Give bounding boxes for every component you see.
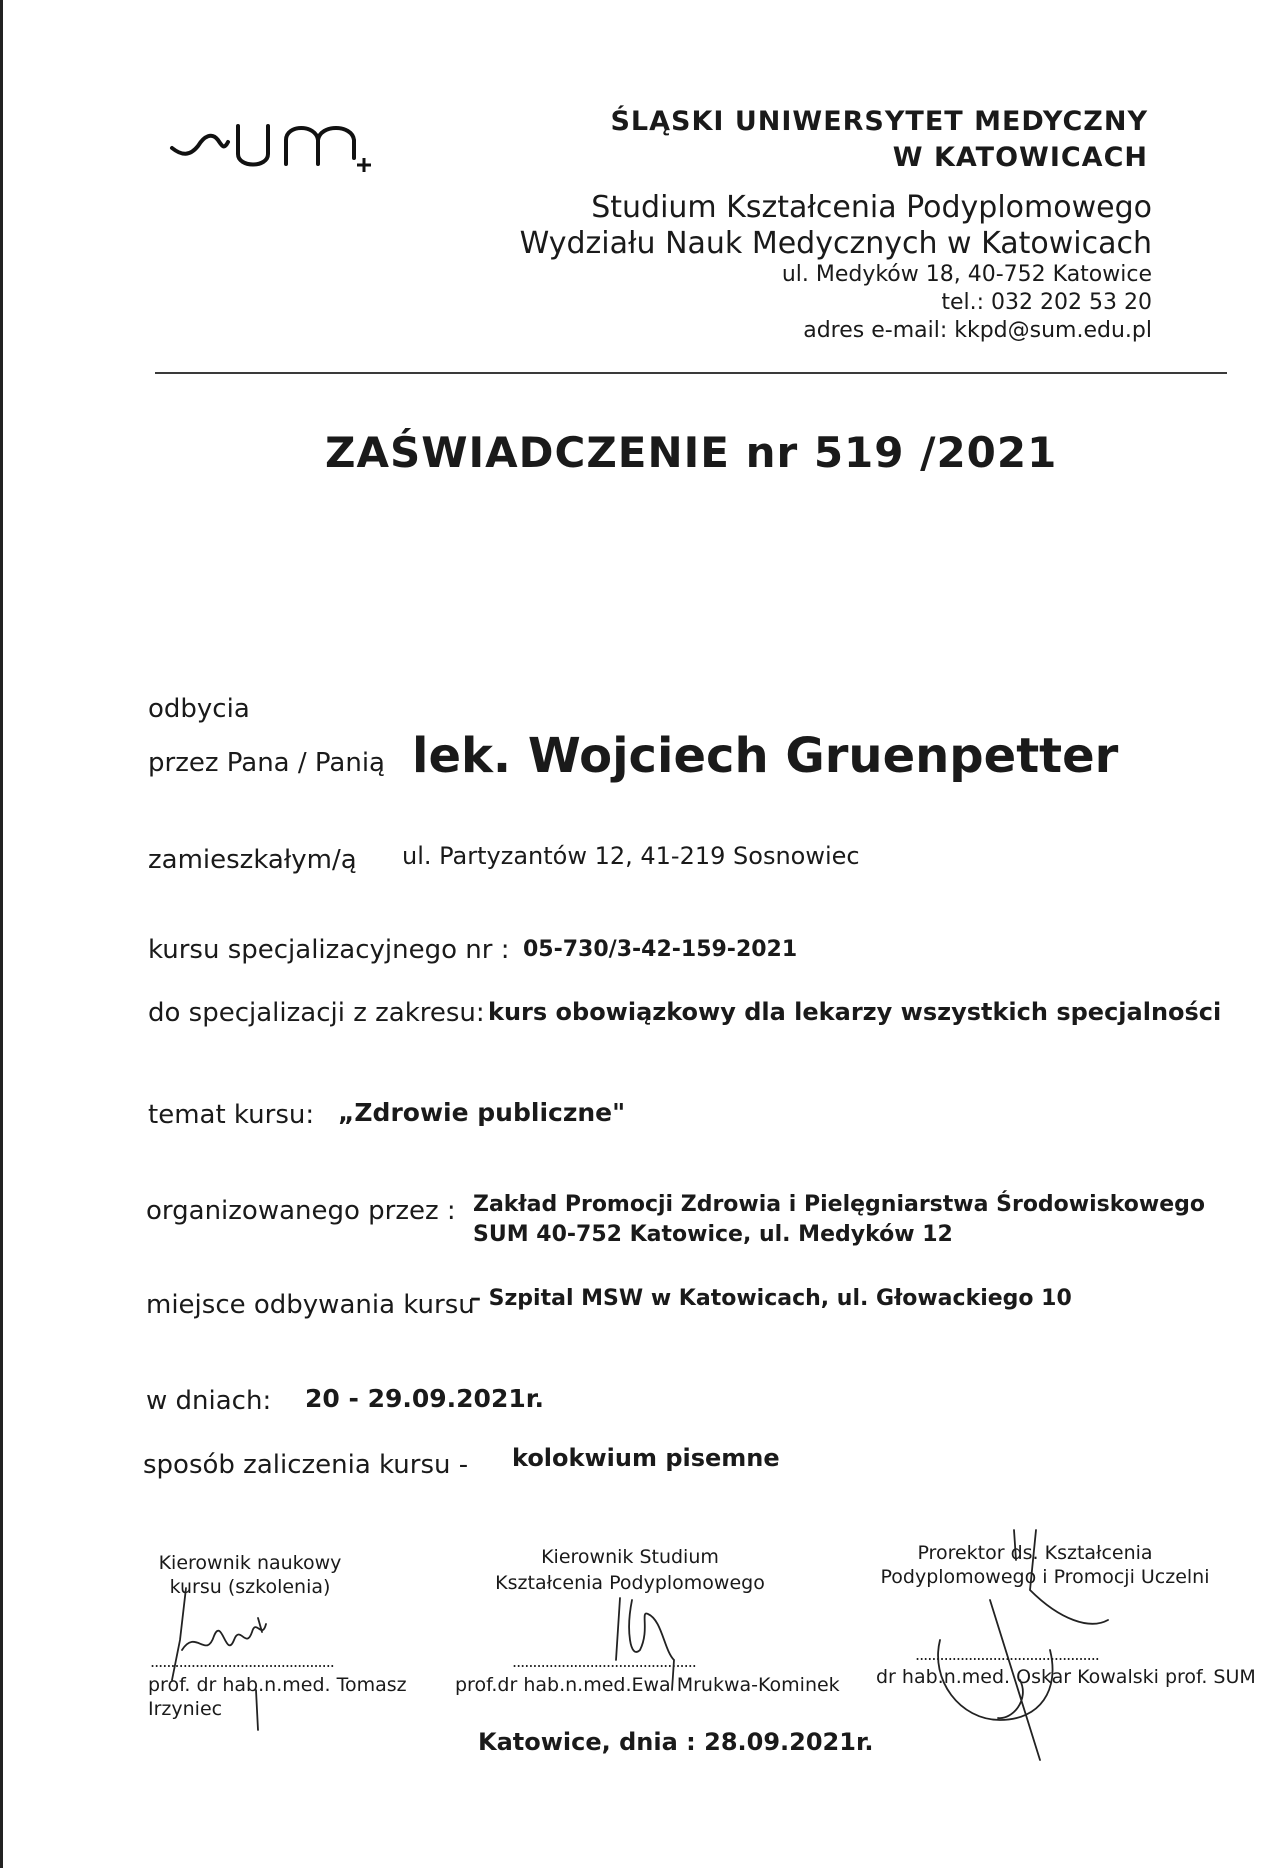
kurs-label: kursu specjalizacyjnego nr :	[148, 935, 510, 965]
miejsce-value: – Szpital MSW w Katowicach, ul. Głowackiego 10	[470, 1286, 1072, 1311]
dniach-label: w dniach:	[146, 1386, 272, 1416]
left-signature-line: .............................................	[150, 1652, 334, 1671]
zakres-value: kurs obowiązkowy dla lekarzy wszystkich specjalności	[488, 998, 1222, 1026]
right-signatory-name: dr hab.n.med. Oskar Kowalski prof. SUM	[876, 1666, 1256, 1688]
right-signature-line: .............................................	[915, 1645, 1099, 1664]
right-signatory-title1: Prorektor ds. Kształcenia	[917, 1542, 1153, 1564]
organizer-line2: SUM 40-752 Katowice, ul. Medyków 12	[473, 1222, 953, 1247]
dniach-value: 20 - 29.09.2021r.	[305, 1384, 544, 1413]
sum-logo-icon	[168, 118, 424, 180]
mid-signatory-title2: Kształcenia Podyplomowego	[495, 1572, 765, 1594]
right-signatory-title2: Podyplomowego i Promocji Uczelni	[880, 1566, 1210, 1588]
mid-signatory-title1: Kierownik Studium	[541, 1546, 719, 1568]
sposob-label: sposób zaliczenia kursu -	[143, 1450, 469, 1480]
miejsce-label: miejsce odbywania kursu	[146, 1290, 475, 1320]
zamieszkalym-label: zamieszkałym/ą	[148, 845, 357, 875]
zakres-label: do specjalizacji z zakresu:	[148, 998, 485, 1028]
left-signatory-name2: Irzyniec	[148, 1698, 223, 1720]
przez-label: przez Pana / Panią	[148, 748, 385, 778]
mid-signatory-name: prof.dr hab.n.med.Ewa Mrukwa-Kominek	[455, 1674, 840, 1696]
department-line1: Studium Kształcenia Podyplomowego	[591, 190, 1152, 225]
university-name-line1: ŚLĄSKI UNIWERSYTET MEDYCZNY	[610, 106, 1148, 137]
scan-edge	[0, 0, 3, 1868]
certificate-title: ZAŚWIADCZENIE nr 519 /2021	[325, 428, 1058, 477]
residence-address: ul. Partyzantów 12, 41-219 Sosnowiec	[402, 842, 860, 870]
person-name: lek. Wojciech Gruenpetter	[412, 728, 1119, 784]
university-name-line2: W KATOWICACH	[892, 142, 1148, 173]
kurs-number: 05-730/3-42-159-2021	[523, 937, 798, 962]
organizer-line1: Zakład Promocji Zdrowia i Pielęgniarstwa Środowiskowego	[473, 1192, 1206, 1217]
organizowanego-label: organizowanego przez :	[146, 1196, 456, 1226]
temat-value: „Zdrowie publiczne"	[338, 1098, 626, 1127]
department-line2: Wydziału Nauk Medycznych w Katowicach	[519, 226, 1152, 261]
address: ul. Medyków 18, 40-752 Katowice	[781, 262, 1152, 287]
phone: tel.: 032 202 53 20	[941, 290, 1152, 315]
header-divider	[155, 372, 1227, 374]
left-signatory-name1: prof. dr hab.n.med. Tomasz	[148, 1674, 407, 1696]
mid-signature-line: .............................................	[512, 1652, 696, 1671]
sposob-value: kolokwium pisemne	[512, 1444, 780, 1472]
odbycia-label: odbycia	[148, 694, 250, 724]
left-signatory-title2: kursu (szkolenia)	[169, 1576, 331, 1598]
temat-label: temat kursu:	[148, 1100, 315, 1130]
email: adres e-mail: kkpd@sum.edu.pl	[803, 318, 1152, 343]
place-and-date: Katowice, dnia : 28.09.2021r.	[478, 1728, 874, 1756]
left-signatory-title1: Kierownik naukowy	[158, 1552, 342, 1574]
